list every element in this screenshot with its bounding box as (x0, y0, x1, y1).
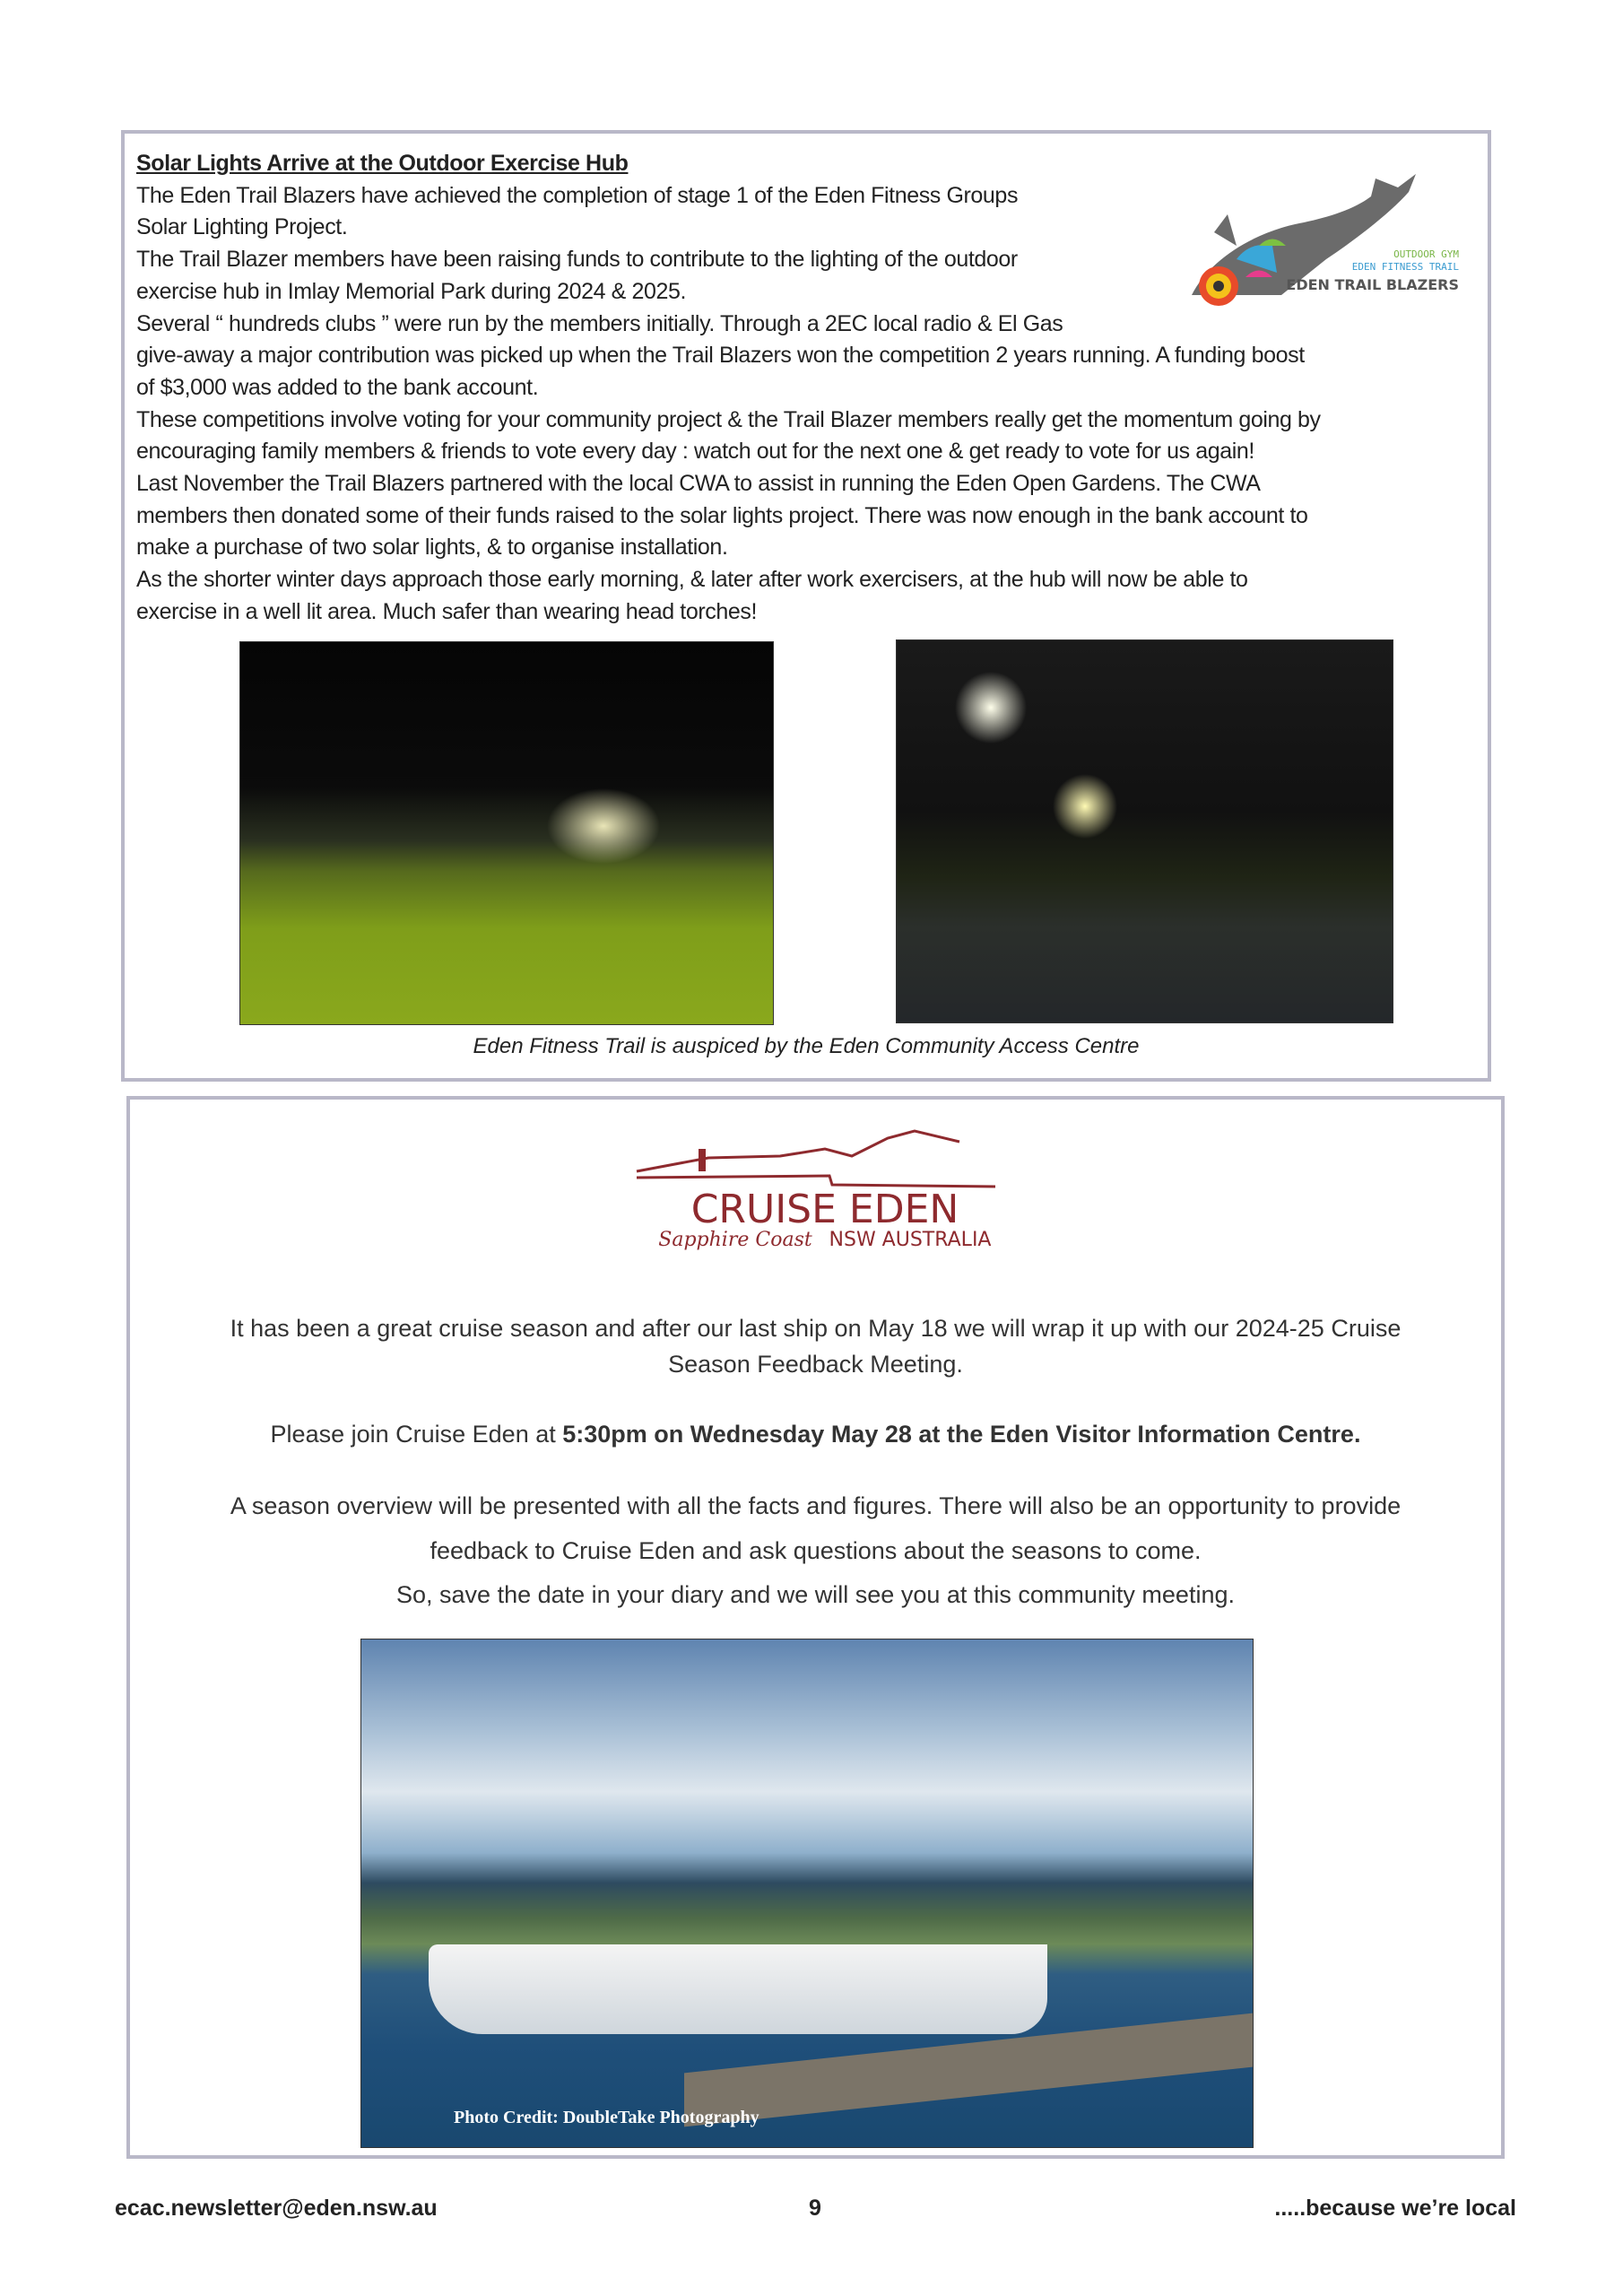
cruise-eden-article (126, 1096, 1505, 2159)
photo-credit: Photo Credit: DoubleTake Photography (454, 2108, 759, 2127)
invite-prefix: Please join Cruise Eden at (270, 1421, 563, 1448)
text-line: exercise in a well lit area. Much safer than wearing head torches! (136, 598, 758, 624)
text-line: Last November the Trail Blazers partnered with the local CWA to assist in running the Eden Open Gardens. The CWA (136, 471, 1261, 497)
overview-line: A season overview will be presented with all the facts and figures. There will also be an opportunity to provide (230, 1492, 1402, 1519)
svg-text:OUTDOOR GYM: OUTDOOR GYM (1393, 248, 1459, 260)
svg-text:CRUISE EDEN: CRUISE EDEN (690, 1187, 959, 1232)
overview-line: feedback to Cruise Eden and ask questions about the seasons to come. (430, 1537, 1202, 1564)
footer-email: ecac.newsletter@eden.nsw.au (115, 2196, 438, 2221)
text-line: These competitions involve voting for your community project & the Trail Blazer members really get the momentum going by (136, 406, 1321, 432)
text-line: give-away a major contribution was picked up when the Trail Blazers won the competition 2 years running. A funding boost (136, 343, 1305, 369)
text-line: make a purchase of two solar lights, & to organise installation. (136, 535, 728, 561)
intro-line: Season Feedback Meeting. (668, 1351, 963, 1378)
intro-line: It has been a great cruise season and after our last ship on May 18 we will wrap it up with our 2024-25 Cruise (230, 1315, 1402, 1342)
text-line: Solar Lighting Project. (136, 214, 348, 240)
footer-tagline: .....because we’re local (1274, 2196, 1516, 2221)
night-park-photo (239, 641, 774, 1025)
article-title: Solar Lights Arrive at the Outdoor Exercise Hub (136, 151, 629, 176)
overview-line: So, save the date in your diary and we will see you at this community meeting. (396, 1581, 1235, 1608)
cruise-ship (429, 1944, 1047, 2034)
svg-text:EDEN FITNESS TRAIL: EDEN FITNESS TRAIL (1351, 261, 1459, 273)
eden-trail-blazers-logo (1174, 161, 1470, 313)
solar-lights-article (121, 130, 1491, 1082)
meeting-details: 5:30pm on Wednesday May 28 at the Eden Visitor Information Centre. (562, 1421, 1361, 1448)
photo-caption: Eden Fitness Trail is auspiced by the Eden Community Access Centre (473, 1034, 1140, 1058)
svg-text:NSW AUSTRALIA: NSW AUSTRALIA (829, 1229, 992, 1251)
text-line: Several “ hundreds clubs ” were run by the members initially. Through a 2EC local radio & El Gas (136, 310, 1063, 336)
svg-text:Sapphire Coast: Sapphire Coast (658, 1229, 812, 1251)
svg-text:EDEN TRAIL BLAZERS: EDEN TRAIL BLAZERS (1286, 276, 1459, 293)
cruise-eden-logo (619, 1122, 1031, 1252)
text-line: exercise hub in Imlay Memorial Park during 2024 & 2025. (136, 278, 687, 304)
page-number: 9 (809, 2196, 821, 2221)
meeting-invite (130, 1421, 1501, 1448)
cruise-ship-photo (360, 1639, 1254, 2148)
text-line: The Eden Trail Blazers have achieved the completion of stage 1 of the Eden Fitness Groups (136, 182, 1019, 208)
text-line: encouraging family members & friends to vote every day : watch out for the next one & get ready to vote for us again! (136, 439, 1254, 465)
text-line: The Trail Blazer members have been raising funds to contribute to the lighting of the outdoor (136, 247, 1018, 273)
text-line: As the shorter winter days approach those early morning, & later after work exercisers, at the hub will now be able to (136, 567, 1248, 593)
text-line: of $3,000 was added to the bank account. (136, 374, 539, 400)
night-gym-equipment-photo (896, 639, 1393, 1023)
text-line: members then donated some of their funds raised to the solar lights project. There was now enough in the bank account to (136, 502, 1308, 528)
